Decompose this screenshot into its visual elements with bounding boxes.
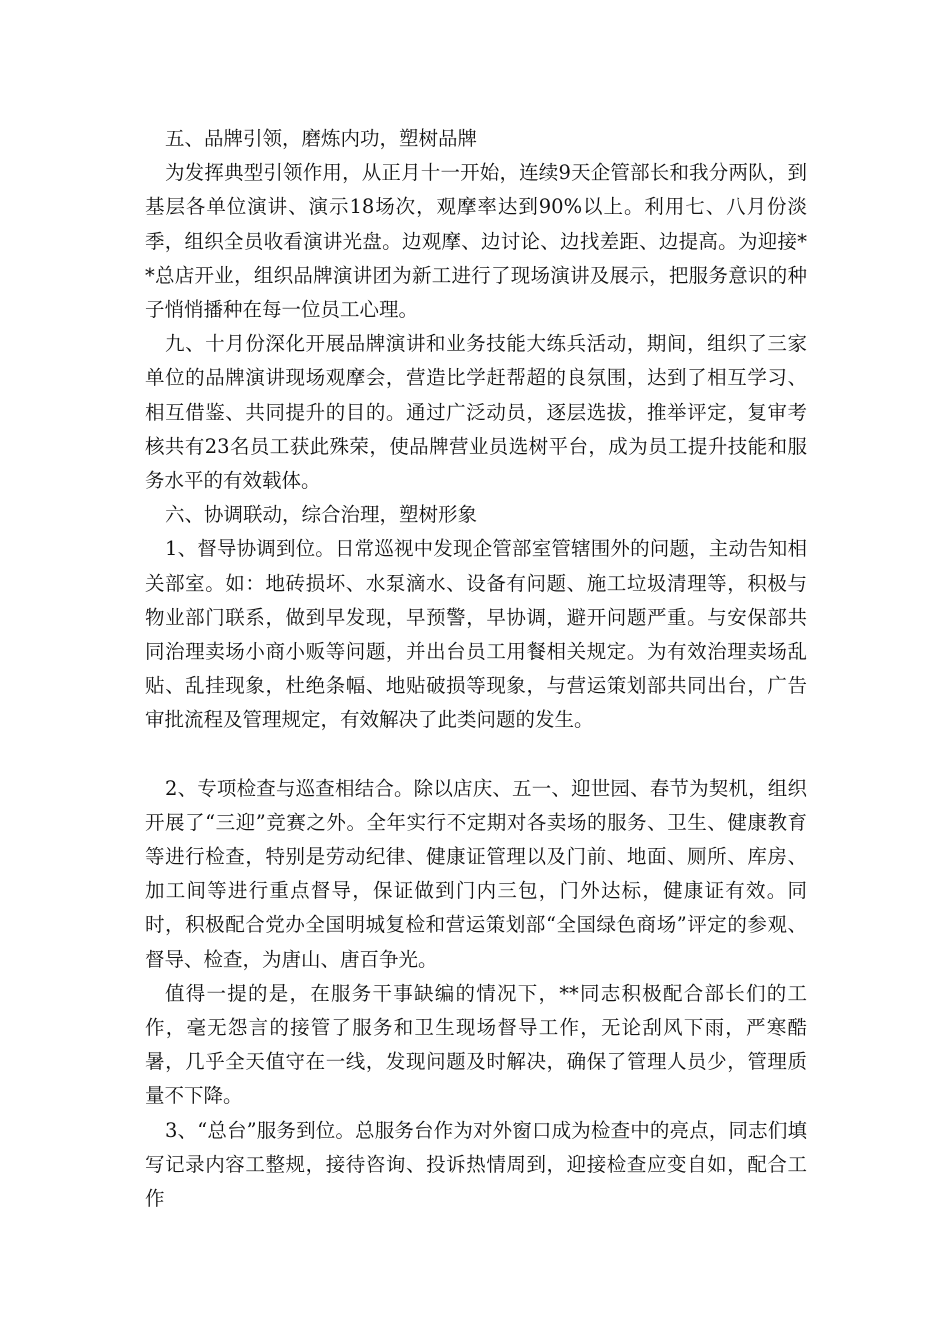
section-heading-brand: 五、品牌引领，磨炼内功，塑树品牌 xyxy=(165,127,478,150)
paragraph-front-desk: 3、“总台”服务到位。总服务台作为对外窗口成为检查中的亮点，同志们填写记录内容工整规，接待咨询、投诉热情周到，迎接检查应变自如，配合工作 xyxy=(145,1118,807,1211)
section-heading-coordination: 六、协调联动，综合治理，塑树形象 xyxy=(165,503,478,527)
paragraph-worth-mentioning: 值得一提的是，在服务干事缺编的情况下，**同志积极配合部长们的工作，毫无怨言的接管了服务和卫生现场督导工作，无论刮风下雨，严寒酷暑，几乎全天值守在一线，发现问题及时解决，确保了管理人员少，管理质量不下降。 xyxy=(145,981,807,1108)
paragraph-supervision: 1、督导协调到位。日常巡视中发现企管部室管辖围外的问题，主动告知相关部室。如：地砖损坏、水泵滴水、设备有问题、施工垃圾清理等，积极与物业部门联系，做到早发现，早预警，早协调，避开问题严重。与安保部共同治理卖场小商小贩等问题，并出台员工用餐相关规定。为有效治理卖场乱贴、乱挂现象，杜绝条幅、地贴破损等现象，与营运策划部共同出台，广告审批流程及管理规定，有效解决了此类问题的发生。 xyxy=(145,537,807,732)
blank-line xyxy=(145,738,807,772)
document-page xyxy=(145,122,807,1216)
paragraph-brand-competition: 九、十月份深化开展品牌演讲和业务技能大练兵活动，期间，组织了三家单位的品牌演讲现场观摩会，营造比学赶帮超的良氛围，达到了相互学习、相互借鉴、共同提升的目的。通过广泛动员，逐层选拔，推举评定，复审考核共有23名员工获此殊荣，使品牌营业员选树平台，成为员工提升技能和服务水平的有效载体。 xyxy=(145,332,807,493)
paragraph-special-inspection: 2、专项检查与巡查相结合。除以店庆、五一、迎世园、春节为契机，组织开展了“三迎”竞赛之外。全年实行不定期对各卖场的服务、卫生、健康教育等进行检查，特别是劳动纪律、健康证管理以及门前、地面、厕所、库房、加工间等进行重点督导，保证做到门内三包，门外达标，健康证有效。同时，积极配合党办全国明城复检和营运策划部“全国绿色商场”评定的参观、督导、检查，为唐山、唐百争光。 xyxy=(145,776,807,971)
paragraph-brand-demonstration: 为发挥典型引领作用，从正月十一开始，连续9天企管部长和我分两队，到基层各单位演讲、演示18场次，观摩率达到90%以上。利用七、八月份淡季，组织全员收看演讲光盘。边观摩、边讨论、边找差距、边提高。为迎接**总店开业，组织品牌演讲团为新工进行了现场演讲及展示，把服务意识的种子悄悄播种在每一位员工心理。 xyxy=(145,161,807,322)
